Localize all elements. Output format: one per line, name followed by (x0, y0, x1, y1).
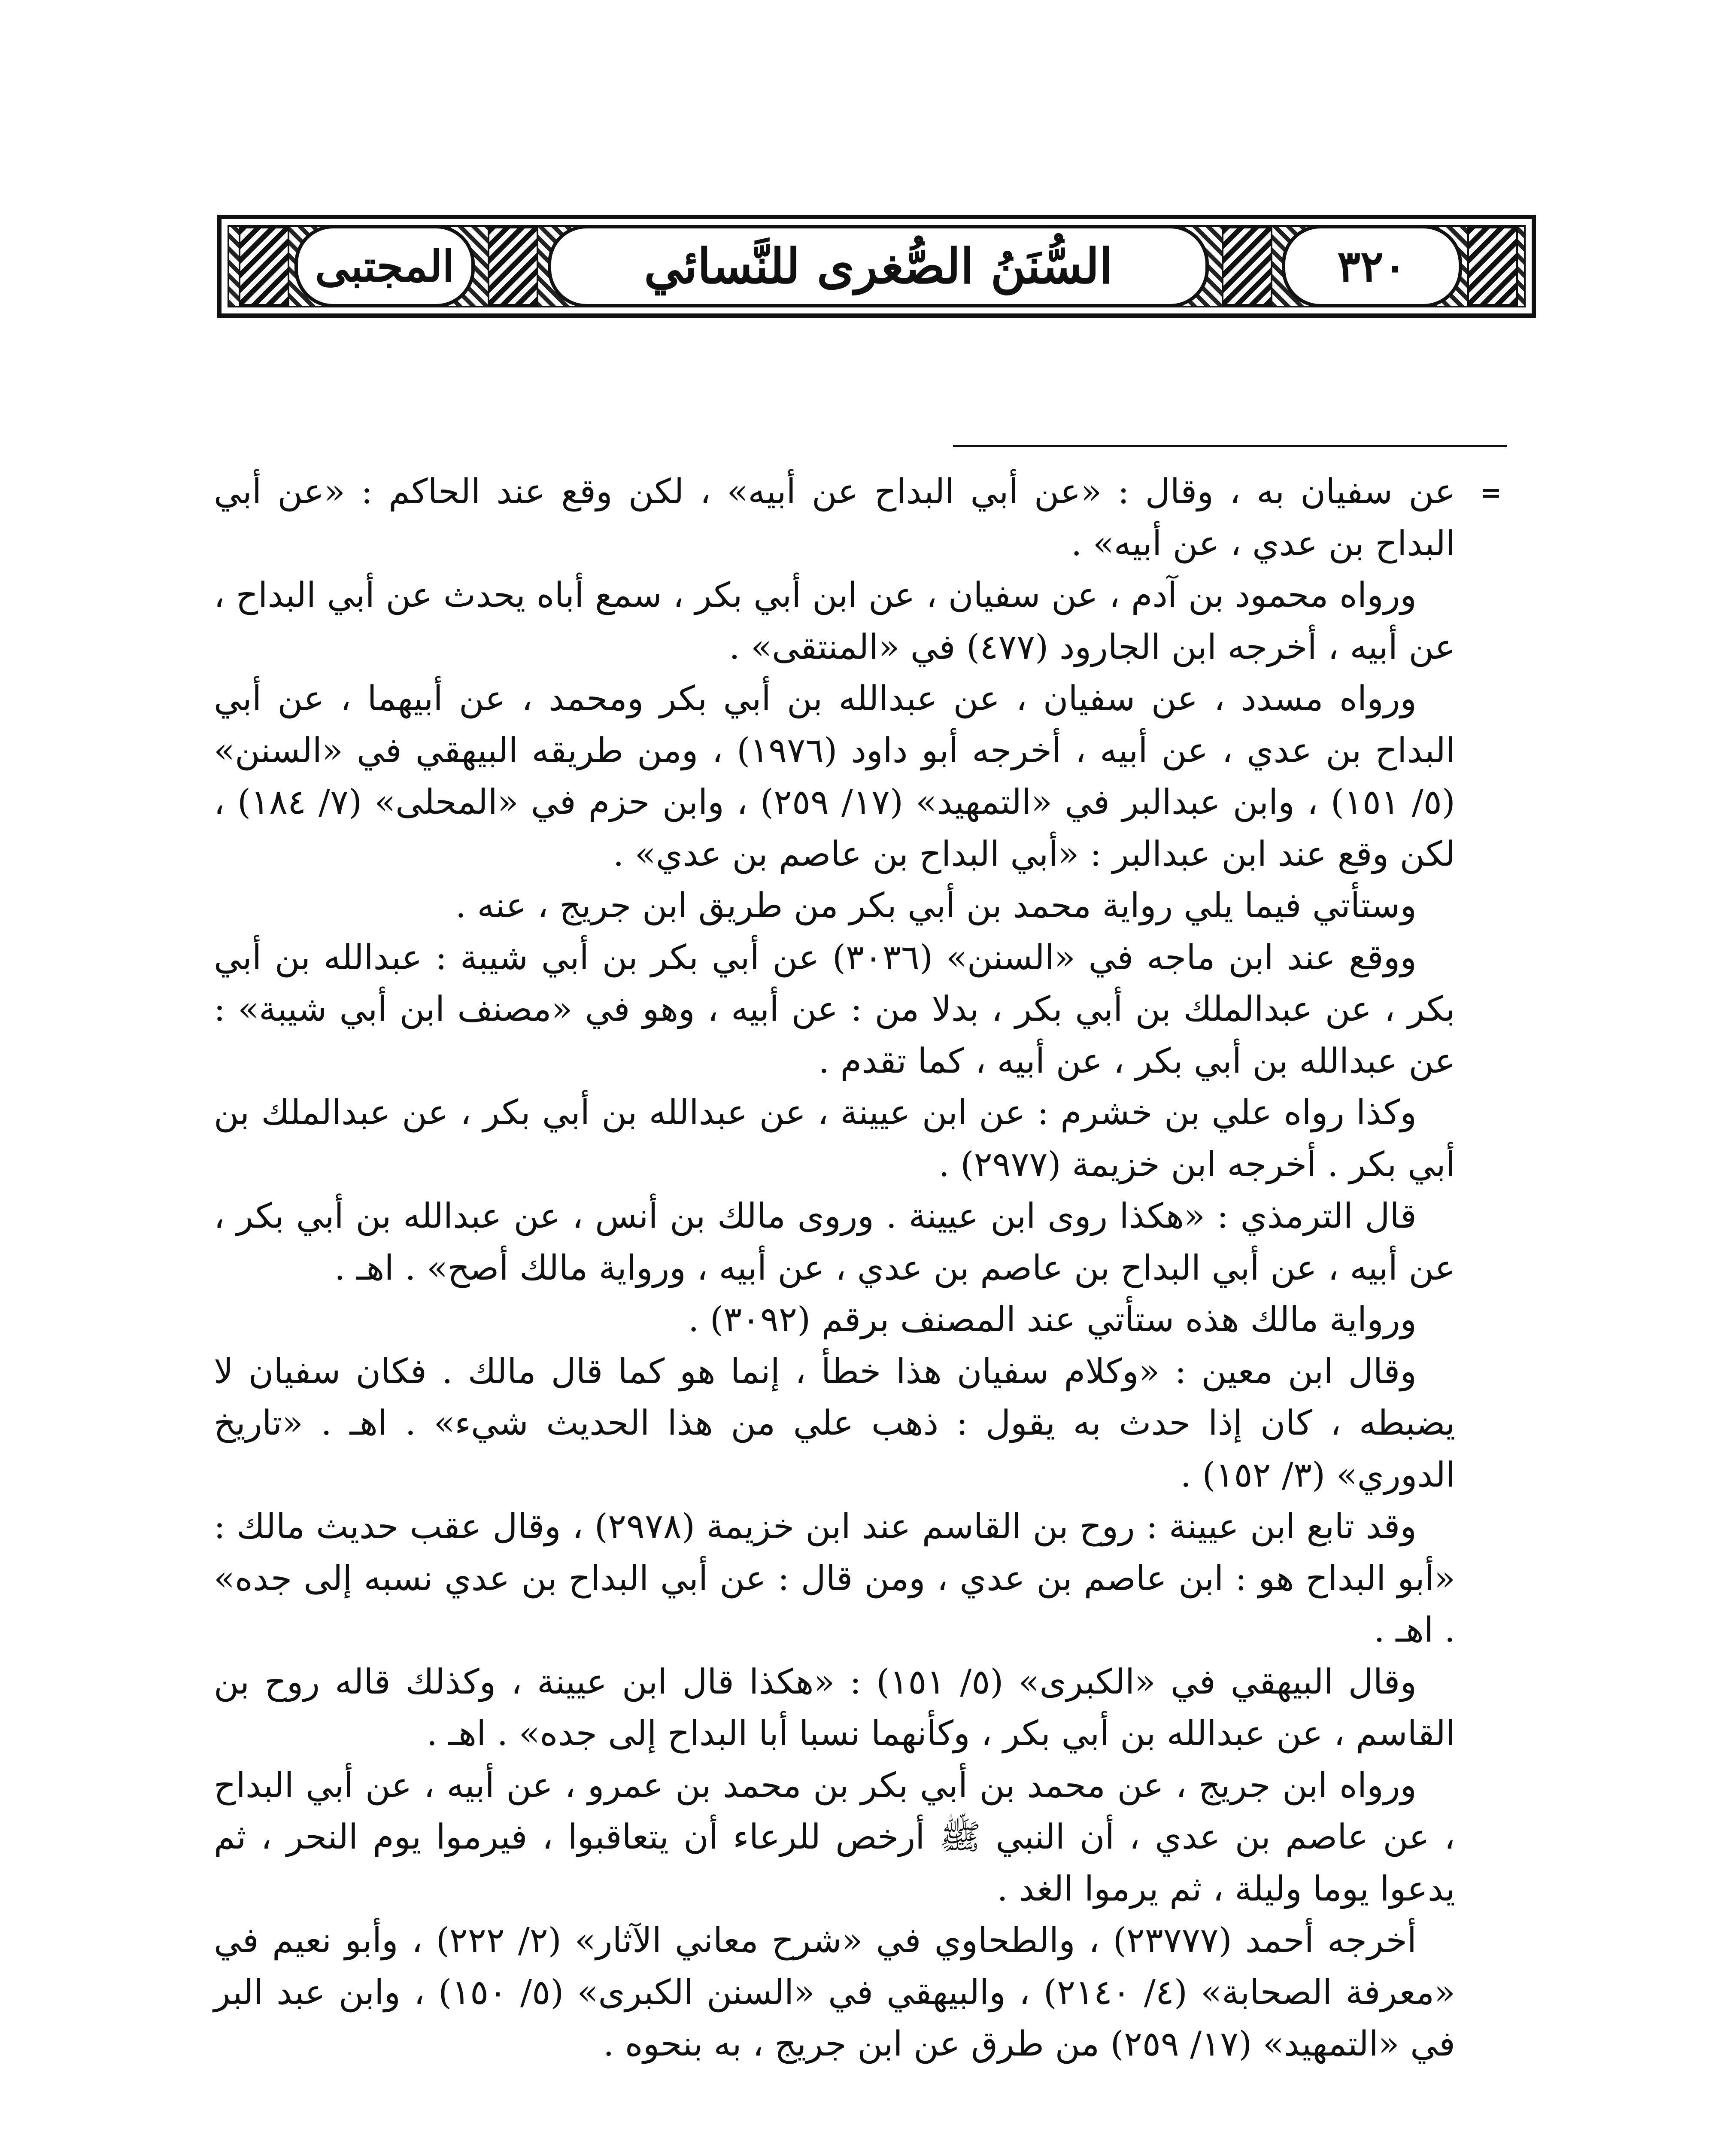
footnote-text (214, 466, 1455, 2070)
page-header (217, 215, 1536, 318)
series-title-cartouche (294, 225, 475, 307)
header-ornament-mid-left (488, 227, 538, 306)
footnote-separator-rule (953, 445, 1507, 447)
page-number: ٣٢٠ (1337, 241, 1407, 292)
book-title-cartouche (548, 225, 1209, 307)
page-number-cartouche (1282, 225, 1462, 307)
continuation-mark: = (1480, 478, 1502, 508)
footnote-paragraph: ورواه محمود بن آدم ، عن سفيان ، عن ابن أبي بكر ، سمع أباه يحدث عن أبي البداح ، عن أبيه ، أخرجه ابن الجارود (٤٧٧) في «المنتقى» . (214, 575, 1455, 667)
footnote-paragraph: ورواه مسدد ، عن سفيان ، عن عبدالله بن أبي بكر ومحمد ، عن أبيهما ، عن أبي البداح بن عدي ، عن أبيه ، أخرجه أبو داود (١٩٧٦) ، ومن طريقه البيهقي في «السنن» (٥/ ١٥١) ، وابن عبدالبر في «التمهيد» (١٧/ ٢٥٩) ، وابن حزم في «المحلى» (٧/ ١٨٤) ، لكن وقع عند ابن عبدالبر : «أبي البداح بن عاصم بن عدي» . (214, 678, 1456, 874)
series-title: المجتبى (315, 241, 455, 292)
footnote-paragraph: ووقع عند ابن ماجه في «السنن» (٣٠٣٦) عن أبي بكر بن أبي شيبة : عبدالله بن أبي بكر ، عن عبدالملك بن أبي بكر ، بدلا من : عن أبيه ، وهو في «مصنف ابن أبي شيبة» : عن عبدالله بن أبي بكر ، عن أبيه ، كما تقدم . (214, 937, 1455, 1081)
header-ornament-right (1467, 227, 1518, 306)
footnote-paragraph: وقال ابن معين : «وكلام سفيان هذا خطأ ، إنما هو كما قال مالك . فكان سفيان لا يضبطه ، كان إذا حدث به يقول : ذهب علي من هذا الحديث شيء» . اهـ . «تاريخ الدوري» (٣/ ١٥٢) . (214, 1351, 1455, 1495)
footnote-paragraph: وقد تابع ابن عيينة : روح بن القاسم عند ابن خزيمة (٢٩٧٨) ، وقال عقب حديث مالك : «أبو البداح هو : ابن عاصم بن عدي ، ومن قال : عن أبي البداح بن عدي نسبه إلى جده» . اهـ . (214, 1506, 1455, 1650)
header-ornament-mid-right (1222, 227, 1272, 306)
footnote-paragraph: وقال البيهقي في «الكبرى» (٥/ ١٥١) : «هكذا قال ابن عيينة ، وكذلك قاله روح بن القاسم ، عن عبدالله بن أبي بكر ، وكأنهما نسبا أبا البداح إلى جده» . اهـ . (214, 1661, 1455, 1753)
footnote-paragraph: عن سفيان به ، وقال : «عن أبي البداح عن أبيه» ، لكن وقع عند الحاكم : «عن أبي البداح بن عدي ، عن أبيه» . (214, 471, 1455, 563)
footnote-paragraph: وكذا رواه علي بن خشرم : عن ابن عيينة ، عن عبدالله بن أبي بكر ، عن عبدالملك بن أبي بكر . أخرجه ابن خزيمة (٢٩٧٧) . (214, 1092, 1455, 1184)
footnote-paragraph: ورواه ابن جريج ، عن محمد بن أبي بكر بن محمد بن عمرو ، عن أبيه ، عن أبي البداح ، عن عاصم بن عدي ، أن النبي ﷺ أرخص للرعاء أن يتعاقبوا ، فيرموا يوم النحر ، ثم يدعوا يوما وليلة ، ثم يرموا الغد . (214, 1765, 1455, 1909)
header-ornament-left (239, 227, 289, 306)
footnote-paragraph: ورواية مالك هذه ستأتي عند المصنف برقم (٣٠٩٢) . (688, 1299, 1417, 1339)
footnote-paragraph: أخرجه أحمد (٢٣٧٧٧) ، والطحاوي في «شرح معاني الآثار» (٢/ ٢٢٢) ، وأبو نعيم في «معرفة الصحابة» (٤/ ٢١٤٠) ، والبيهقي في «السنن الكبرى» (٥/ ١٥٠) ، وابن عبد البر في «التمهيد» (١٧/ ٢٥٩) من طرق عن ابن جريج ، به بنحوه . (214, 1920, 1455, 2064)
footnote-paragraph: قال الترمذي : «هكذا روى ابن عيينة . وروى مالك بن أنس ، عن عبدالله بن أبي بكر ، عن أبيه ، عن أبي البداح بن عاصم بن عدي ، عن أبيه ، ورواية مالك أصح» . اهـ . (214, 1196, 1455, 1288)
book-title: السُّنَنُ الصُّغرى للنَّسائي (644, 238, 1113, 295)
footnote-paragraph: وستأتي فيما يلي رواية محمد بن أبي بكر من طريق ابن جريج ، عنه . (455, 885, 1417, 925)
